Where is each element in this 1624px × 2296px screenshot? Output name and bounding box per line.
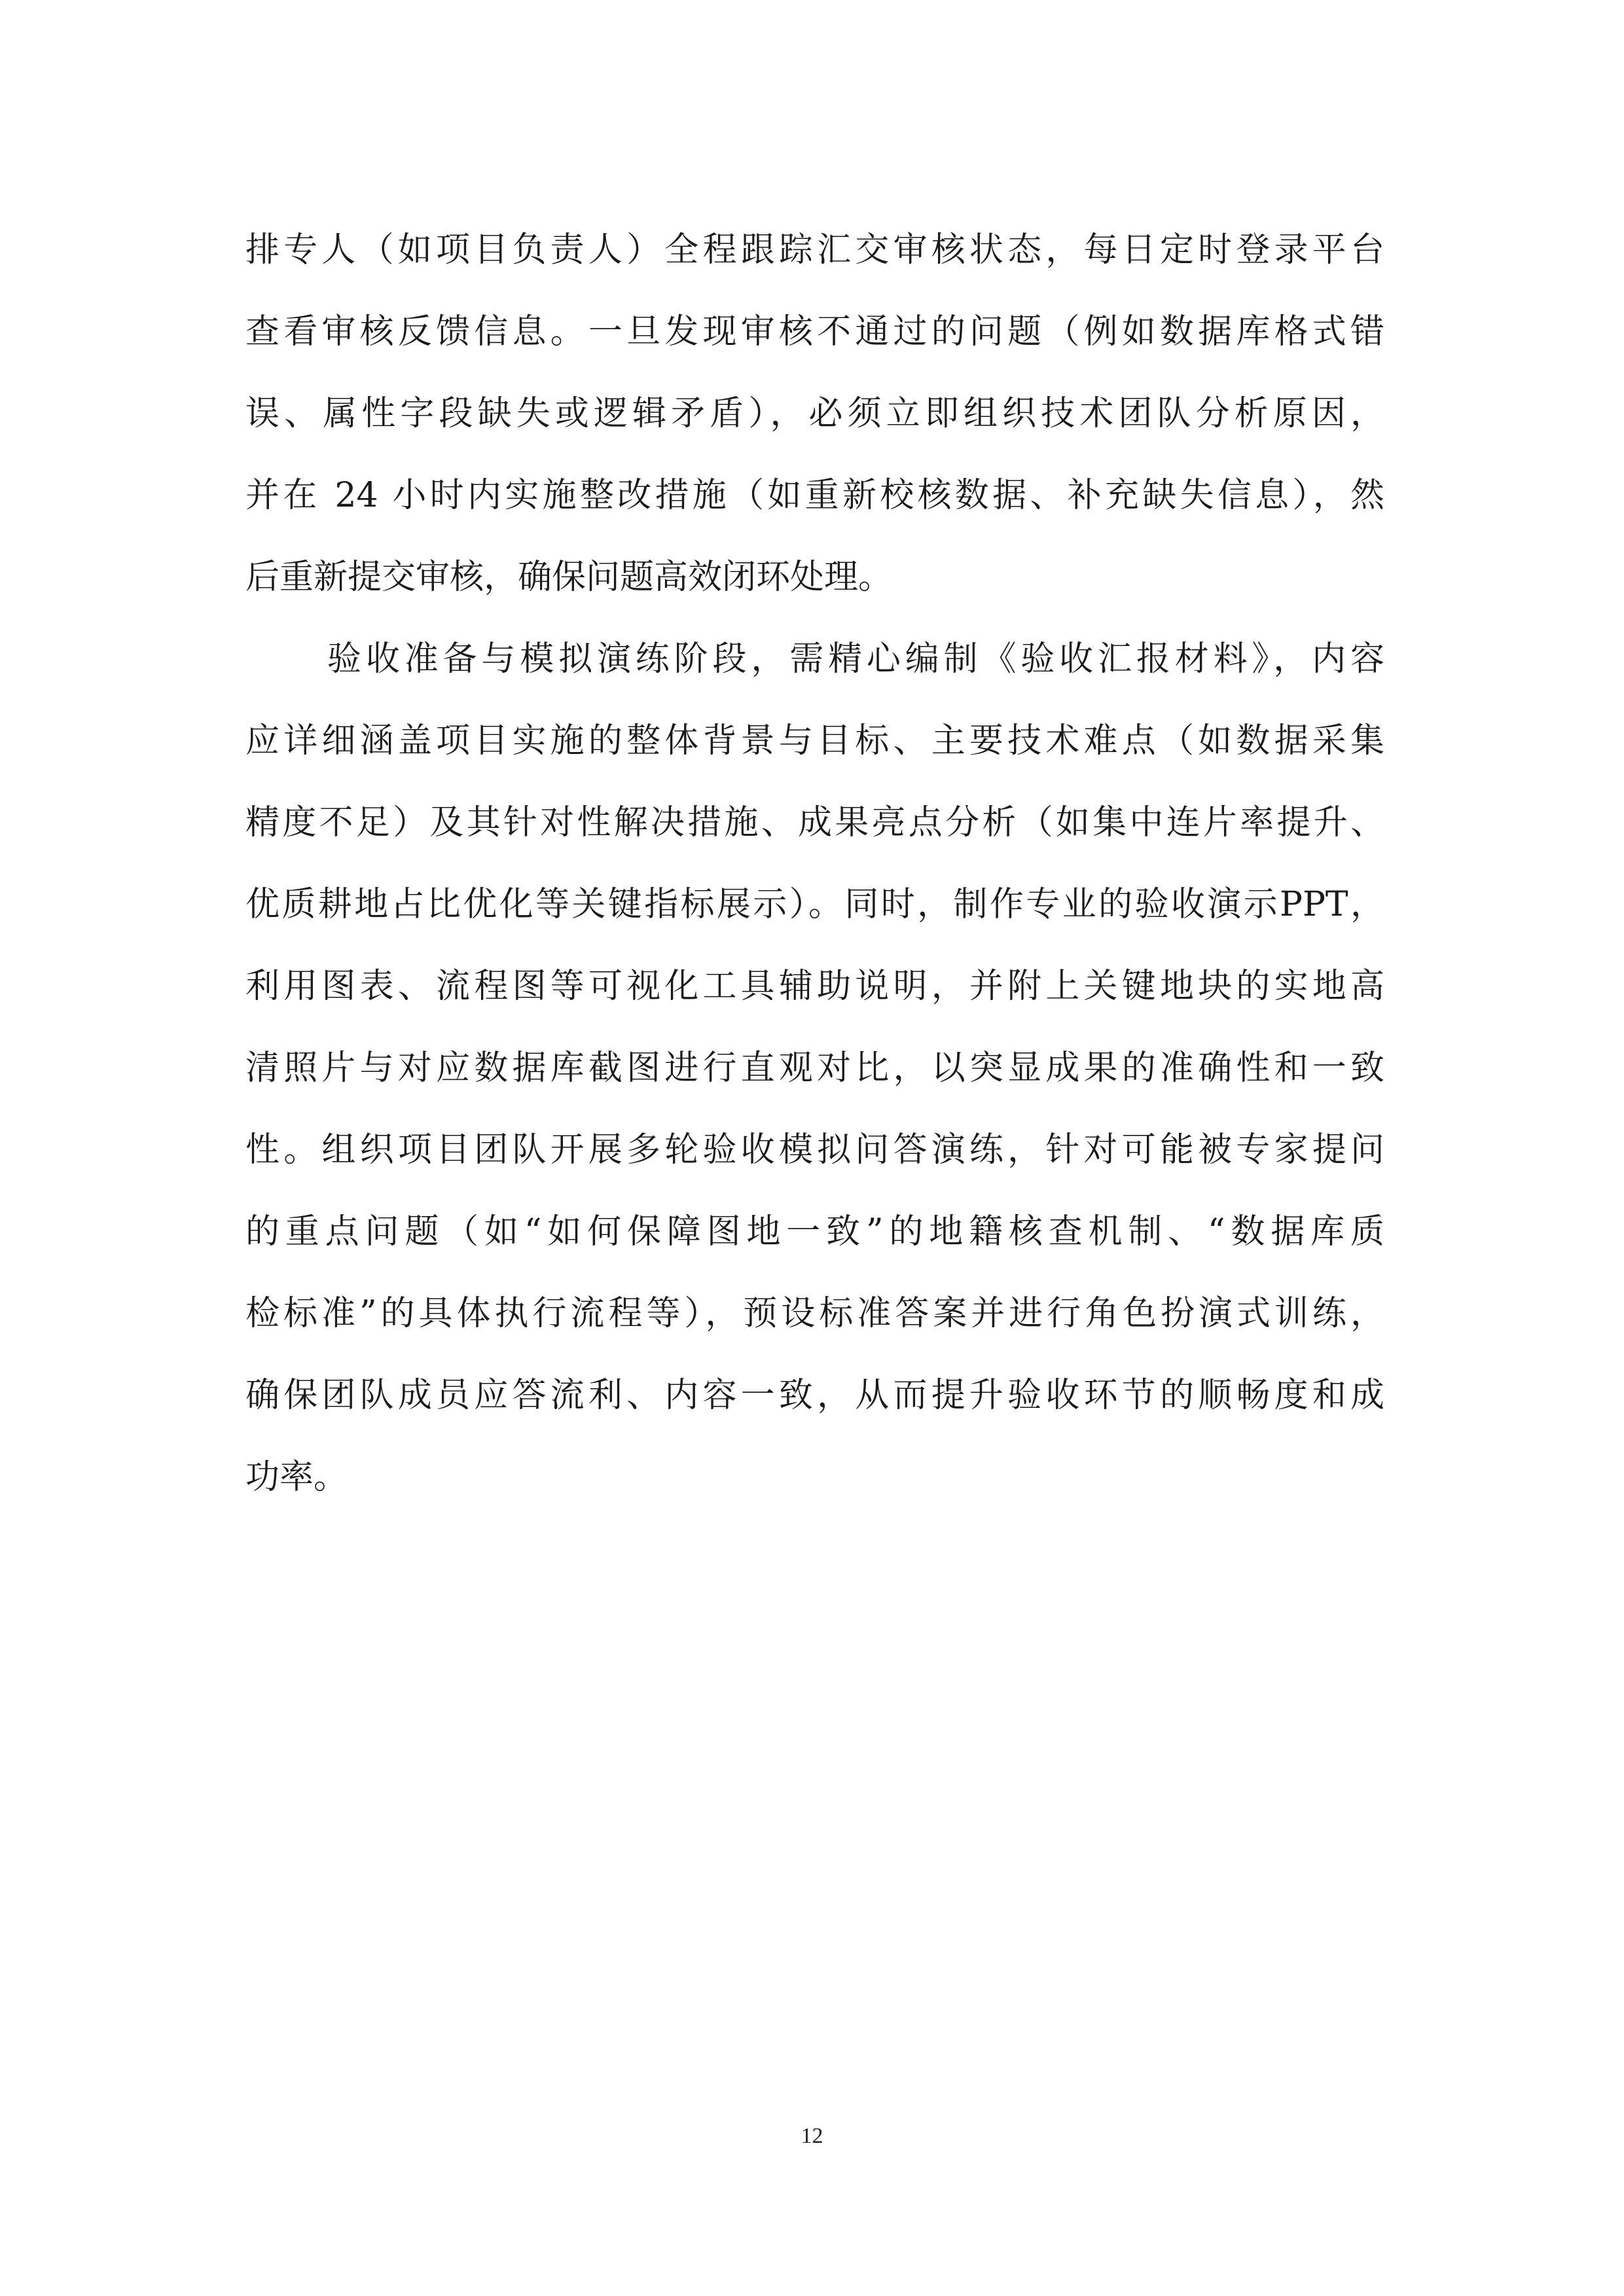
text-line: 后重新提交审核，确保问题高效闭环处理。	[245, 558, 893, 597]
text-line: 精度不足）及其针对性解决措施、成果亮点分析（如集中连片率提升、	[245, 803, 1384, 842]
text-line: 优质耕地占比优化等关键指标展示）。同时，制作专业的验收演示PPT，	[245, 885, 1384, 924]
page-number: 12	[801, 2124, 823, 2148]
text-line: 清照片与对应数据库截图进行直观对比，以突显成果的准确性和一致	[245, 1049, 1384, 1088]
text-line: 查看审核反馈信息。一旦发现审核不通过的问题（例如数据库格式错	[245, 312, 1384, 351]
text-line: 误、属性字段缺失或逻辑矛盾），必须立即组织技术团队分析原因，	[245, 394, 1384, 433]
text-line: 利用图表、流程图等可视化工具辅助说明，并附上关键地块的实地高	[245, 967, 1384, 1006]
text-line: 检标准”的具体执行流程等），预设标准答案并进行角色扮演式训练，	[245, 1294, 1384, 1333]
text-line: 功率。	[245, 1458, 348, 1497]
paragraph-2	[245, 619, 1384, 1518]
text-line: 确保团队成员应答流利、内容一致，从而提升验收环节的顺畅度和成	[245, 1376, 1384, 1415]
text-line: 应详细涵盖项目实施的整体背景与目标、主要技术难点（如数据采集	[245, 721, 1384, 761]
text-line: 性。组织项目团队开展多轮验收模拟问答演练，针对可能被专家提问	[245, 1130, 1384, 1170]
body-text	[245, 209, 1384, 1518]
text-line: 并在 24 小时内实施整改措施（如重新校核数据、补充缺失信息），然	[245, 476, 1384, 515]
text-line: 的重点问题（如“如何保障图地一致”的地籍核查机制、“数据库质	[245, 1212, 1384, 1251]
text-line: 排专人（如项目负责人）全程跟踪汇交审核状态，每日定时登录平台	[245, 230, 1384, 270]
paragraph-1	[245, 209, 1384, 619]
text-line: 验收准备与模拟演练阶段，需精心编制《验收汇报材料》，内容	[327, 639, 1384, 679]
